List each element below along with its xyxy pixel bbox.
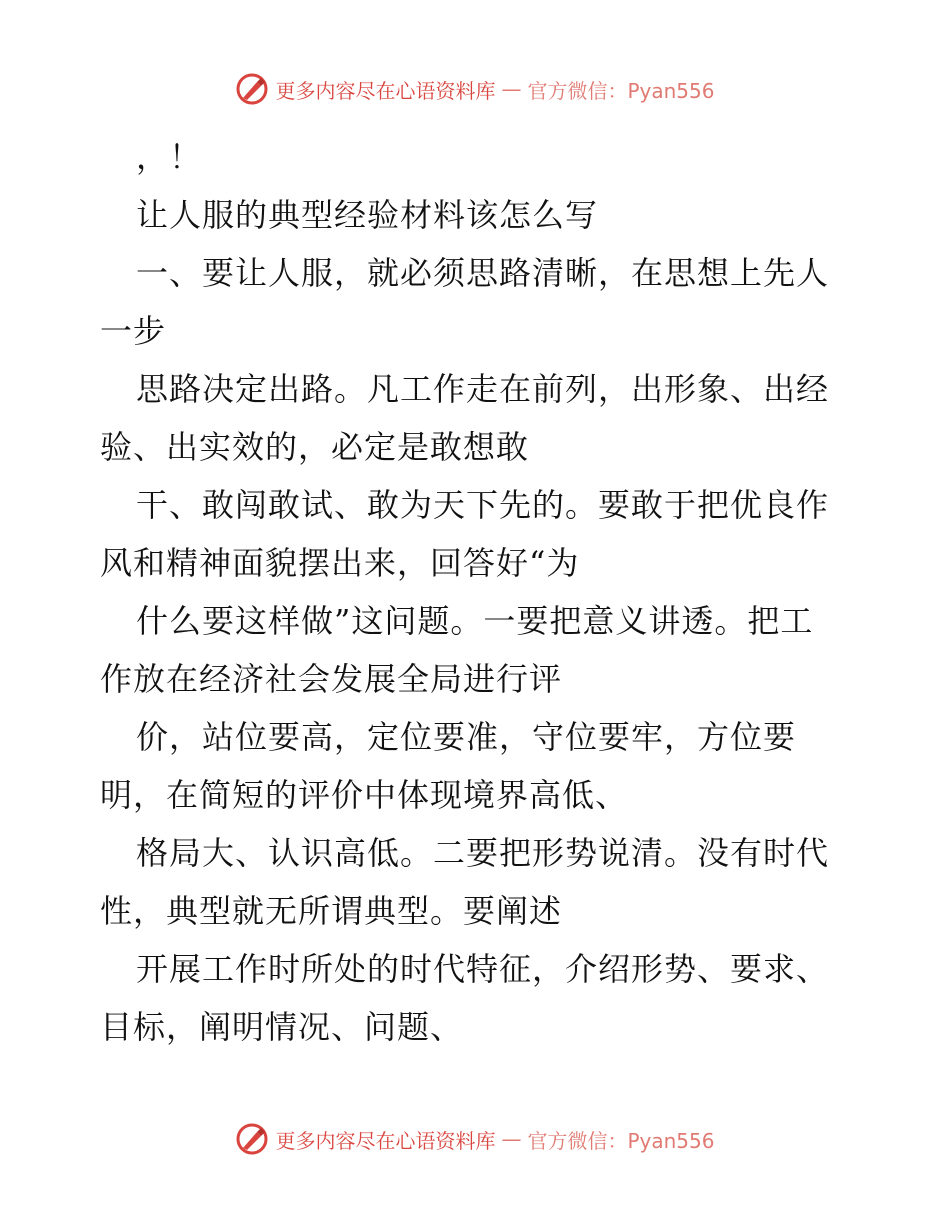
text-line: 明，在简短的评价中体现境界高低、: [100, 776, 629, 814]
text-line: 目标，阐明情况、问题、: [100, 1008, 464, 1046]
text-line: 作放在经济社会发展全局进行评: [100, 660, 563, 698]
header-banner-suffix: 官方微信：Pyan556: [527, 78, 715, 103]
text-line: 思路决定出路。凡工作走在前列，出形象、出经: [136, 370, 830, 408]
text-line: 风和精神面貌摆出来，回答好“为: [100, 544, 580, 582]
text-line: 什么要这样做”这问题。一要把意义讲透。把工: [136, 602, 814, 640]
header-banner-dash: —: [501, 77, 522, 101]
footer-banner: [0, 1122, 950, 1156]
pen-logo-icon: [235, 1122, 269, 1156]
document-body: [100, 128, 860, 1056]
header-banner-main: 更多内容尽在心语资料库: [275, 78, 496, 103]
text-line: 一、要让人服，就必须思路清晰，在思想上先人: [136, 254, 830, 292]
text-line: 价，站位要高，定位要准，守位要牢，方位要: [136, 718, 797, 756]
header-banner: [0, 72, 950, 106]
text-line: 验、出实效的，必定是敢想敢: [100, 428, 530, 466]
text-line: ，！: [136, 138, 203, 176]
footer-banner-main: 更多内容尽在心语资料库: [275, 1128, 496, 1153]
text-line: 干、敢闯敢试、敢为天下先的。要敢于把优良作: [136, 486, 830, 524]
text-line: 性，典型就无所谓典型。要阐述: [100, 892, 563, 930]
pen-logo-icon: [235, 72, 269, 106]
footer-banner-dash: —: [501, 1127, 522, 1151]
document-title: 让人服的典型经验材料该怎么写: [136, 196, 599, 234]
footer-banner-suffix: 官方微信：Pyan556: [527, 1128, 715, 1153]
text-line: 一步: [100, 312, 167, 350]
text-line: 开展工作时所处的时代特征，介绍形势、要求、: [136, 950, 830, 988]
text-line: 格局大、认识高低。二要把形势说清。没有时代: [136, 834, 830, 872]
